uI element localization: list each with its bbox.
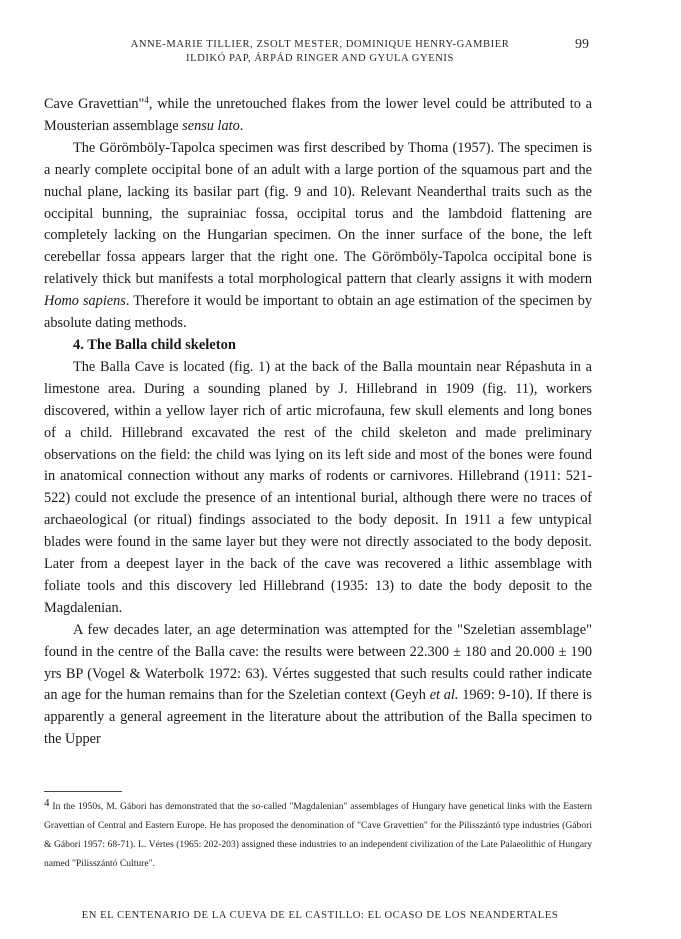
- running-footer: EN EL CENTENARIO DE LA CUEVA DE EL CASTILLO: EL OCASO DE LOS NEANDERTALES: [81, 910, 559, 921]
- paragraph-1-text-b: , while the unretouched flakes from the lower level could be attributed to a Mousterian assemblage: [44, 96, 593, 134]
- page-number: 99: [575, 37, 589, 52]
- header-authors-line-1: ANNE-MARIE TILLIER, ZSOLT MESTER, DOMINIQUE HENRY-GAMBIER: [130, 39, 510, 50]
- paragraph-2-italic: Homo sapiens: [44, 293, 126, 310]
- section-heading: 4. The Balla child skeleton: [73, 336, 236, 353]
- running-header: [100, 38, 540, 65]
- paragraph-4-text-b: 1969: 9-10). If there is apparently a general agreement in the literature about the attribution of the Balla specimen to the Upper: [44, 687, 592, 748]
- paragraph-1-text-c: .: [239, 117, 244, 134]
- paragraph-1-italic: sensu lato: [182, 117, 240, 134]
- header-authors-line-2: ILDIKÓ PAP, ÁRPÁD RINGER AND GYULA GYENIS: [186, 52, 454, 64]
- paragraph-3: The Balla Cave is located (fig. 1) at the back of the Balla mountain near Répashuta in a limestone area. During a sounding planed by J. Hillebrand in 1909 (fig. 11), workers discovered, within a yellow layer rich of artic microfauna, few skull elements and long bones of a child. Hillebrand excavated the rest of the child skeleton and made preliminary observations on the field: the child was lying on its left side and most of the bones were found in anatomical connection without any marks of rodents or carnivores. Hillebrand (1911: 521-522) could not exclude the presence of an intentional burial, although there were no traces of archaeological (or ritual) findings associated to the body deposit. In 1911 a few untypical blades were found in the same layer but they were not directly associated to the body deposit. Later from a deepest layer in the back of the cave was recovered a lithic assemblage with foliate tools and this discovery led Hillebrand (1935: 13) to date the body deposit to the Magdalenian.: [44, 358, 592, 616]
- paragraph-1: [44, 94, 592, 138]
- footnote-divider: [44, 791, 122, 792]
- footnote-4: [44, 797, 592, 873]
- body-text: [44, 94, 592, 751]
- paragraph-2: [44, 138, 592, 335]
- footnote: [44, 797, 592, 873]
- footnote-number: 4: [44, 797, 50, 809]
- paragraph-1-text-a: Cave Gravettian": [44, 96, 145, 112]
- paragraph-2-text-b: . Therefore it would be important to obtain an age estimation of the specimen by absolute dating methods.: [44, 293, 592, 332]
- paragraph-2-text-a: The Görömböly-Tapolca specimen was first described by Thoma (1957). The specimen is a nearly complete occipital bone of an adult with a large portion of the squamous part and the nuchal plane, lacking its basilar part (fig. 9 and 10). Relevant Neanderthal traits such as the occipital bunning, the suprainiac fossa, occipital torus and the lambdoid flattening are completely lacking on the Hungarian specimen. On the inner surface of the bone, the left cerebellar fossa appears larger that the right one. The Görömböly-Tapolca occipital bone is relatively thick but manifests a total morphological pattern that clearly assigns it with modern: [44, 139, 592, 288]
- paragraph-4: [44, 620, 592, 751]
- paragraph-4-text-a: A few decades later, an age determination was attempted for the "Szeletian assemblage" found in the centre of the Balla cave: the results were between 22.300 ± 180 and 20.000 ± 190 yrs BP (Vogel & Waterbolk 1972: 63). Vértes suggested that such results could rather indicate an age for the human remains than for the Szeletian context (Geyh: [44, 621, 592, 704]
- footnote-text: In the 1950s, M. Gábori has demonstrated that the so-called "Magdalenian" assemblages of Hungary have genetical links with the Eastern Gravettian of Central and Eastern Europe. He has proposed the denomination of "Cave Gravettien" for the Pilisszántó type industries (Gábori & Gábori 1957: 68-71). L. Vértes (1965: 202-203) assigned these industries to an independent civilization of the Late Palaeolithic of Hungary named "Pilisszántó Culture".: [44, 801, 592, 869]
- footnote-ref-4: 4: [144, 95, 149, 105]
- paragraph-4-italic: et al.: [429, 687, 459, 704]
